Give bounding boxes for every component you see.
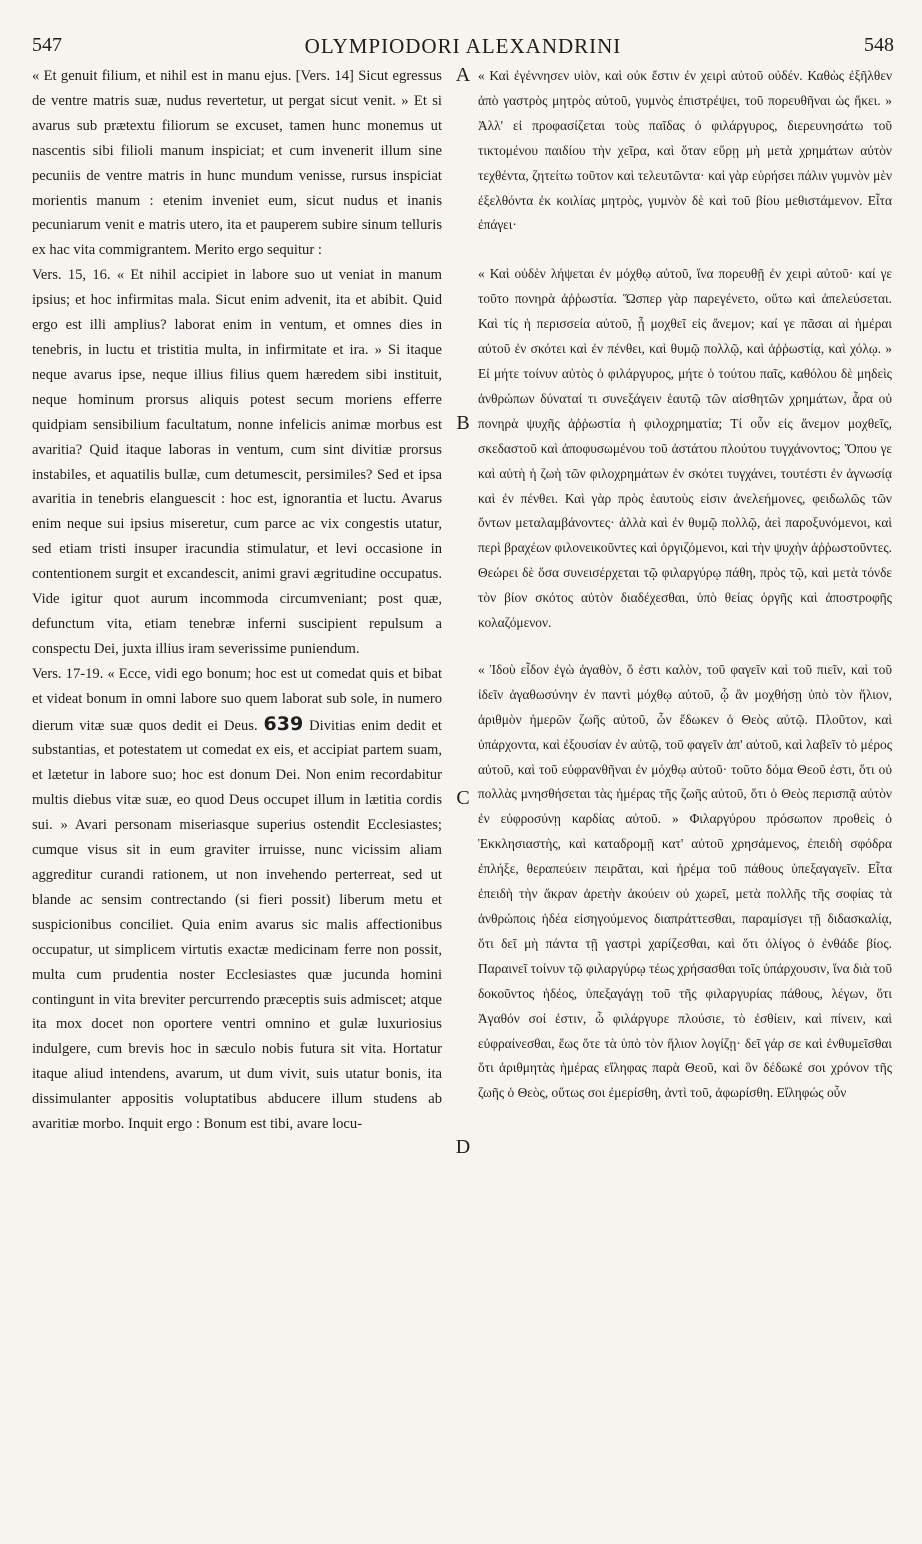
greek-column xyxy=(478,64,892,1534)
greek-paragraph-2: « Καὶ οὐδὲν λήψεται ἐν μόχθῳ αὐτοῦ, ἵνα πορευθῇ ἐν χειρὶ αὐτοῦ· καί γε τοῦτο πονηρὰ ἀῤῥωστία. Ὥσπερ γὰρ παρεγένετο, οὕτω καὶ ἀπελεύσεται. Καὶ τίς ἡ περισσεία αὐτοῦ, ᾗ μοχθεῖ εἰς ἄνεμον; καί γε πᾶσαι αἱ ἡμέραι αὐτοῦ ἐν σκότει καὶ ἐν πένθει, καὶ θυμῷ πολλῷ, καὶ ἀῤῥωστίᾳ, καὶ χόλῳ. » Εἰ μήτε τοίνυν αὐτὸς ὁ φιλάργυρος, μήτε ὁ τούτου παῖς, καθόλου δὲ μηδεὶς ἀνθρώπων δύναταί τι συνεξάγειν ἑαυτῷ τῶν αἰσθητῶν χρημάτων, ἆρα οὐ πονηρὰ ψυχῆς ἀῤῥωστία ἡ φιλοχρηματία; Τί οὖν εἰς ἄνεμον μοχθεῖς, σκεδαστοῦ καὶ ἀποφυσωμένου τοῦ ἀστάτου πλούτου τυγχάνοντος; Ὅπου γε καὶ αὐτὴ ἡ ζωὴ τῶν φιλοχρημάτων ἐν σκότει τυγχάνει, τουτέστι ἐν ἀγνωσίᾳ καὶ ἐν πένθει. Καὶ γὰρ πρὸς ἑαυτοὺς εἰσιν ἀνελεήμονες, φειδωλῶς τῶν ὄντων μεταλαμβάνοντες· ἀλλὰ καὶ ἐν θυμῷ πολλῷ, ἀεὶ παροξυνόμενοι, καὶ περὶ βραχέων φιλονεικοῦντες καὶ ὀργιζόμενοι, καὶ τὴν ψυχὴν ἀῤῥωστοῦντες. Θεώρει δὲ ὅσα συνεισέρχεται τῷ φιλαργύρῳ πάθη, πρὸς τῷ, καὶ μετὰ τόνδε τὸν βίον σκότος αὐτὸν διαδέχεσθαι, ὑπὸ θείας ὀργῆς καὶ ἀποστροφῆς κολαζόμενον. xyxy=(478,266,892,631)
latin-paragraph-3 xyxy=(32,662,442,1137)
column-number: 639 xyxy=(263,712,304,735)
running-title: OLYMPIODORI ALEXANDRINI xyxy=(304,34,622,58)
latin-paragraph-1: « Et genuit filium, et nihil est in manu ejus. [Vers. 14] Sicut egressus de ventre matris suæ, nudus revertetur, ut pergat sicut venit. » Et si avarus sub prætextu filiorum se excuset, tamen hunc monemus ut nascentis sibi filioli manum inspiciat; et cum invenerit illum sine pecuniis de ventre matris in hunc mundum venisse, rursus inspiciat morientis manum : etenim inveniet eum, sicut nudus et inanis pecuniarum venit e matris utero, ita et pauperem subire sinum telluris ex hac vita commigrantem. Merito ergo sequitur : xyxy=(32,68,442,259)
latin-paragraph-2-text: Vers. 15, 16. « Et nihil accipiet in labore suo ut veniat in manum ipsius; et hoc infirmitas mala. Sicut enim advenit, ita et abibit. Quid ergo est illi amplius? laborat enim in ventum, et omnes dies in tenebris, in luctu et tristitia multa, in infirmitate et ira. » Si itaque neque avarus ipse, neque illius filius quem hæredem sibi instituit, neque hominum prorsus aliquis potest secum moriens efferre quidpiam sensibilium facultatum, nonne infelicis animæ morbus est avaritia? Quid itaque laboras in ventum, cum sint divitiæ prorsus instabiles, et aquatilis bullæ, cum detumescit, persimiles? Sed et ipsa avaritia in tenebris elanguescit : hoc est, ignorantia et luctu. Avarus enim neque sui ipsius miseretur, cum parce ac vix congestis utatur, sed etiam tristi insuper iracundia stimulatur, et levi occasione in contentionem surgit et excandescit, animi gravi ægritudine occupatus. Vide igitur quot aurum incommoda circumveniant; post quæ, defunctum vita, etiam tenebræ inferni suscipient repulsum a conspectu Dei, juxta illius iram severissime puniendum. xyxy=(32,267,442,657)
page-number-right: 548 xyxy=(864,34,894,56)
margin-letter-c: C xyxy=(456,787,470,809)
greek-paragraph-3: « Ἰδοὺ εἶδον ἐγὼ ἀγαθὸν, ὅ ἐστι καλὸν, τοῦ φαγεῖν καὶ τοῦ πιεῖν, καὶ τοῦ ἰδεῖν ἀγαθωσύνην ἐν παντὶ μόχθῳ αὐτοῦ, ᾧ ἂν μοχθήσῃ ὑπὸ τὸν ἥλιον, ἀριθμὸν ἡμερῶν ζωῆς αὐτοῦ, ὧν ἔδωκεν ὁ Θεὸς αὐτῷ. Πλοῦτον, καὶ ὑπάρχοντα, καὶ ἐξουσίαν ἐν αὐτῷ, τοῦ φαγεῖν ἀπ' αὐτοῦ, καὶ λαβεῖν τὸ μέρος αὐτοῦ, καὶ τοῦ εὐφρανθῆναι ἐν μόχθῳ αὐτοῦ· τοῦτο δόμα Θεοῦ ἐστι, ὅτι οὐ πολλὰς μνησθήσεται τὰς ἡμέρας τῆς ζωῆς αὐτοῦ, ὅτι ὁ Θεὸς περισπᾷ αὐτὸν ἐν εὐφροσύνῃ καρδίας αὐτοῦ. » Φιλαργύρου πρόσωπον προθεὶς ὁ Ἐκκλησιαστὴς, καὶ καταδρομῇ κατ' αὐτοῦ χρησάμενος, ἐπειδὴ σφόδρα ἐπλήξε, θεραπεύειν πειρᾶται, καὶ ἠρέμα τοῦ πάθους ὑπεξαγαγεῖν. Εἶτα ἐπειδὴ τὴν ἄκραν ἀρετὴν ἀκούειν οὐ χωρεῖ, μετὰ πολλῆς τῆς σοφίας τὰ ἀνθρώποις ἡδέα εἰσηγούμενος διαπράττεσθαι, παραμίσγει τῇ διδασκαλίᾳ, ὅτι δεῖ μὴ πάντα τῇ γαστρὶ χαρίζεσθαι, καὶ ὅτι ὀλίγος ὁ ἐνθάδε βίος. Παραινεῖ τοίνυν τῷ φιλαργύρῳ τέως χρήσασθαι τοῖς ὑπάρχουσιν, ἵνα διὰ τοῦ δοκοῦντος ἡδέος, ὑπεξαγάγῃ τοῦ τῆς φιλαργυρίας πάθους, λέγων, ὅτι Ἀγαθόν σοί ἐστιν, ὦ φιλάργυρε πλούσιε, τὸ ἐσθίειν, καὶ πίνειν, καὶ εὐφραίνεσθαι, ἕως ὅτε τὰ ὑπὸ τὸν ἥλιον λογίζῃ· δεῖ γάρ σε καὶ ἐνθυμεῖσθαι ὅτι ἀριθμητὰς ἡμέρας εἴληφας παρὰ Θεοῦ, καὶ ὃν δέδωκέ σοι χρόνον τῆς ζωῆς ὁ Θεὸς, οὕτως σοι ἐμερίσθη, ἀντὶ τοῦ, ἀφωρίσθη. Εἴληφώς οὖν xyxy=(478,661,892,1101)
margin-letter-d: D xyxy=(455,1136,471,1158)
latin-paragraph-3-lemma: Vers. 17-19. « Ecce, vidi ego bonum; hoc est ut comedat quis et bibat et videat bonum in omni labore suo quem laborat sub sole, in numero dierum vitæ suæ quos dedit ei Deus. xyxy=(32,665,442,734)
margin-letter-a: A xyxy=(455,64,471,86)
margin-letter-b: B xyxy=(456,412,470,434)
latin-paragraph-3-text: Divitias enim dedit et substantias, et potestatem ut comedat ex eis, et accipiat partem suam, et lætetur in labore suo; hoc est donum Dei. Non enim recordabitur multis diebus vitæ suæ, eo quod Deus occupet illum in lætitia cordis sui. » Avari personam miseriasque superius ostendit Ecclesiastes; cumque visus sit in eum graviter irruisse, nunc vicissim aliam aggreditur curandi rationem, ut non invehendo perterreat, sed ut blande ac sensim contrectando (si fieri possit) liberum metu et suspicionibus conciliet. Quia enim avarus sic malis affectionibus occupatur, ut simplicem virtutis exactæ medicinam ferre non possit, multa cum prudentia noster Ecclesiastes quæ jucunda homini contingunt in vita breviter percurrendo præceptis suis admiscet; atque ita mox docet non oportere ventri omnino et gulæ luxuriosius indulgere, cum brevis hoc in sæculo nobis futura sit vita. Hortatur itaque aliud intendens, avarum, ut dum vivit, suis utatur bonis, ita dissimulanter appositis voluptatibus abducere illum studens ab avaritiæ morbo. Inquit ergo : Bonum est tibi, avare locu- xyxy=(32,717,442,1133)
greek-paragraph-1: « Καὶ ἐγέννησεν υἱὸν, καὶ οὐκ ἔστιν ἐν χειρὶ αὐτοῦ οὐδέν. Καθὼς ἐξῆλθεν ἀπὸ γαστρὸς μητρὸς αὐτοῦ, γυμνὸς ἐπιστρέψει, τοῦ πορευθῆναι ὡς ἥκει. » Ἀλλ' εἰ προφασίζεται τοὺς παῖδας ὁ φιλάργυρος, διερευνησάτω τοῦ τικτομένου παιδίου τὴν χεῖρα, καὶ ὅταν εὕρῃ μὴ μετὰ χρημάτων αὐτὸν τεχθέντα, ζητείτω τοῦτον καὶ τελευτῶντα· καὶ γὰρ εὑρήσει πάλιν γυμνὸν μὲν ἐξελθόντα ἐκ κοιλίας μητρὸς, γυμνὸν δὲ καὶ τοῦ βίου μεθιστάμενον. Εἶτα ἐπάγει· xyxy=(478,68,892,233)
page-number-left: 547 xyxy=(32,34,62,56)
page-header xyxy=(32,34,894,60)
latin-column xyxy=(32,64,442,1534)
latin-paragraph-2 xyxy=(32,263,442,662)
